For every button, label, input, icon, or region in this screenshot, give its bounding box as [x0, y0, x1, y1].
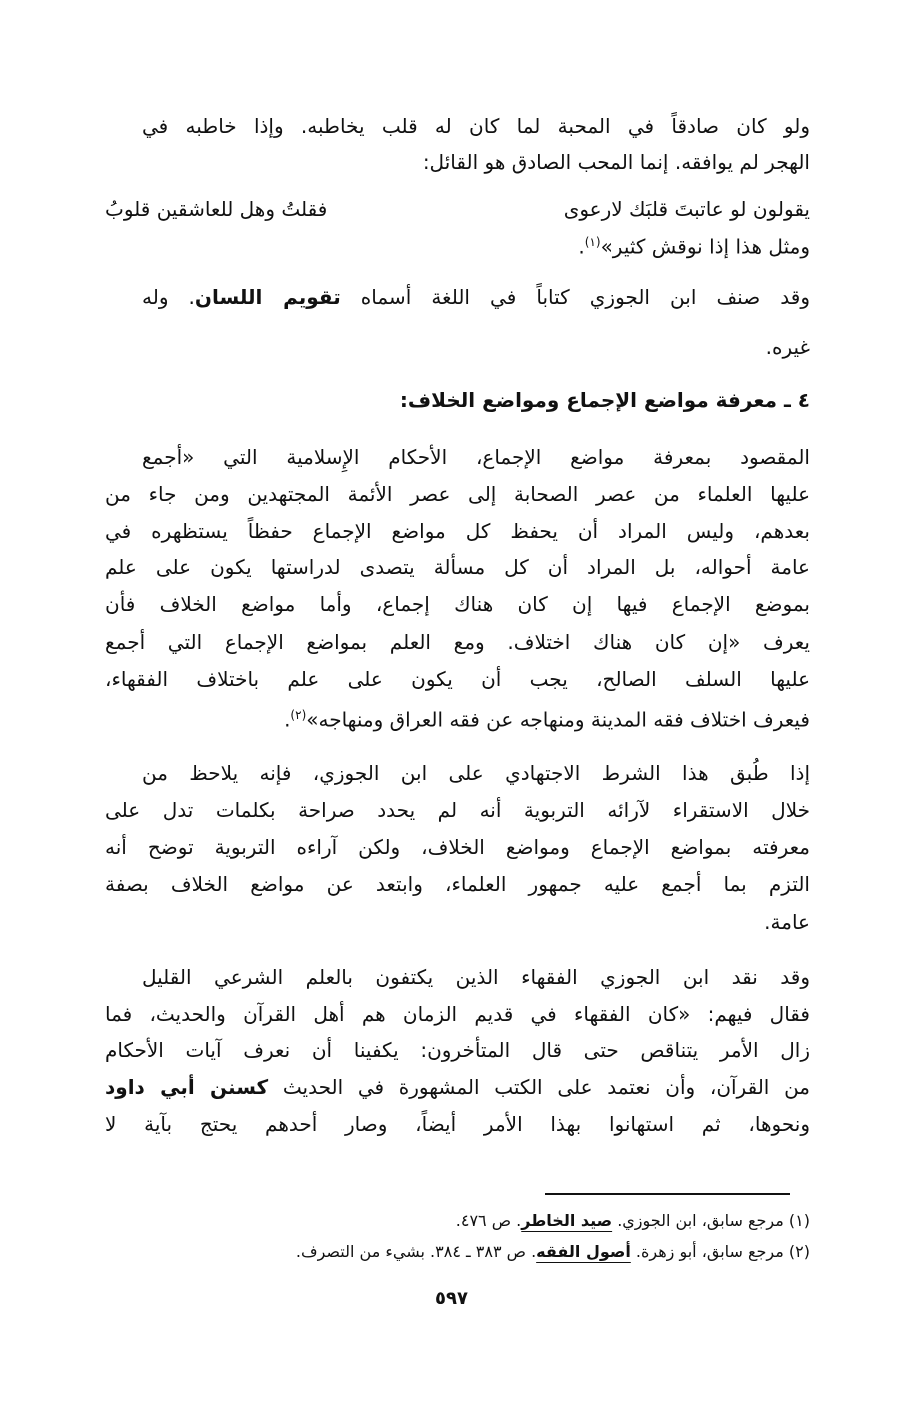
text-segment: . ص ٤٧٦.: [455, 1211, 522, 1230]
text-segment: . ص ٣٨٣ ـ ٣٨٤. بشيء من التصرف.: [295, 1242, 537, 1261]
text-segment: من القرآن، وأن نعتمد على الكتب المشهورة في الحديث: [268, 1075, 811, 1099]
paragraph-ijma-line: [105, 700, 810, 735]
paragraph-love-line: [142, 111, 810, 141]
page-number: ٥٩٧: [435, 1288, 468, 1309]
text-segment: المقصود بمعرفة مواضع الإجماع، الأحكام الإِسلامية التي «أجمع: [142, 445, 810, 469]
paragraph-ijma-line: [105, 664, 810, 694]
book-title: أصول الفقه: [536, 1242, 631, 1261]
paragraph-application-line: [105, 869, 810, 899]
footnote-separator: [545, 1193, 790, 1195]
text-segment: (١) مرجع سابق، ابن الجوزي.: [612, 1211, 810, 1230]
poem-verse-line: [142, 227, 810, 262]
book-title: صيد الخاطر: [521, 1211, 613, 1230]
text-segment: التزم بما أجمع عليه جمهور العلماء، وابتعد عن مواضع الخلاف بصفة: [105, 872, 810, 896]
paragraph-ijma-line: [105, 627, 810, 657]
text-segment: يعرف «إن كان هناك اختلاف. ومع العلم بمواضع الإجماع التي أجمع: [105, 630, 810, 654]
poem-verse-line: [105, 194, 810, 224]
paragraph-criticism-line: [105, 999, 810, 1029]
paragraph-taqwim-line: [142, 282, 810, 312]
text-segment: إذا طُبق هذا الشرط الاجتهادي على ابن الجوزي، فإنه يلاحظ من: [142, 761, 810, 785]
text-segment: .: [284, 707, 291, 732]
text-segment: عامة أحواله، بل المراد أن كل مسألة يتصدى لدراستها يكون على علم: [105, 555, 810, 579]
verse-first-hemistich: يقولون لو عاتبتَ قلبَك لارعوى: [563, 197, 810, 221]
paragraph-criticism-line: [105, 1072, 810, 1102]
paragraph-application-line: [105, 795, 810, 825]
footnotes-line: [105, 1206, 810, 1236]
text-segment: فيعرف اختلاف فقه المدينة ومنهاجه عن فقه العراق ومنهاجه»: [306, 707, 810, 732]
paragraph-ijma-line: [105, 589, 810, 619]
paragraph-ijma-line: [105, 552, 810, 582]
bold-text: تقويم اللسان: [194, 285, 341, 309]
paragraph-ijma-line: [105, 479, 810, 509]
bold-text: كسنن أبي داود: [105, 1075, 269, 1099]
text-segment: عامة.: [764, 910, 810, 934]
verse-second-hemistich: فقلتُ وهل للعاشقين قلوبُ: [105, 197, 328, 221]
text-segment: عليها العلماء من عصر الصحابة إلى عصر الأئمة المجتهدين ومن جاء من: [105, 482, 810, 506]
text-segment: زال الأمر يتناقص حتى قال المتأخرون: يكفينا أن نعرف آيات الأحكام: [105, 1038, 810, 1062]
bold-text: ٤ ـ معرفة مواضع الإجماع ومواضع الخلاف:: [399, 388, 810, 412]
paragraph-criticism-line: [105, 1109, 810, 1139]
footnotes-line: [105, 1237, 810, 1267]
text-segment: ولو كان صادقاً في المحبة لما كان له قلب يخاطبه. وإذا خاطبه في: [142, 114, 810, 138]
text-segment: غيره.: [765, 335, 810, 359]
paragraph-application-line: [105, 907, 810, 937]
text-segment: (٢) مرجع سابق، أبو زهرة.: [630, 1242, 810, 1261]
text-segment: وقد صنف ابن الجوزي كتاباً في اللغة أسماه: [340, 285, 811, 309]
text-segment: . وله: [142, 285, 195, 309]
text-segment: ومثل هذا إذا نوقش كثير»: [600, 234, 810, 259]
text-segment: بعدهم، وليس المراد أن يحفظ كل مواضع الإجماع حفظاً يستظهره في: [105, 519, 810, 543]
text-segment: .: [578, 234, 585, 259]
paragraph-taqwim-line: [105, 332, 810, 362]
text-segment: الهجر لم يوافقه. إنما المحب الصادق هو القائل:: [422, 150, 810, 174]
section-heading-line: [170, 385, 810, 415]
text-segment: معرفته بمواضع الإجماع ومواضع الخلاف، ولكن آراءه التربوية توضح أنه: [105, 835, 810, 859]
paragraph-ijma-line: [142, 442, 810, 472]
footnote-reference: (١): [584, 235, 601, 249]
text-segment: عليها السلف الصالح، يجب أن يكون على علم باختلاف الفقهاء،: [105, 667, 810, 691]
paragraph-criticism-line: [142, 962, 810, 992]
paragraph-love-line: [105, 147, 810, 177]
text-segment: خلال الاستقراء لآرائه التربوية أنه لم يحدد صراحة بكلمات تدل على: [105, 798, 810, 822]
text-segment: وقد نقد ابن الجوزي الفقهاء الذين يكتفون بالعلم الشرعي القليل: [142, 965, 810, 989]
paragraph-ijma-line: [105, 516, 810, 546]
paragraph-criticism-line: [105, 1035, 810, 1065]
footnote-reference: (٢): [290, 708, 307, 722]
paragraph-application-line: [105, 832, 810, 862]
text-segment: بموضع الإجماع فيها إن كان هناك إجماع، وأما مواضع الخلاف فأن: [105, 592, 810, 616]
text-segment: ونحوها، ثم استهانوا بهذا الأمر أيضاً، وصار أحدهم يحتج بآية لا: [105, 1112, 810, 1136]
paragraph-application-line: [142, 758, 810, 788]
text-segment: فقال فيهم: «كان الفقهاء في قديم الزمان هم أهل القرآن والحديث، فما: [105, 1002, 810, 1026]
